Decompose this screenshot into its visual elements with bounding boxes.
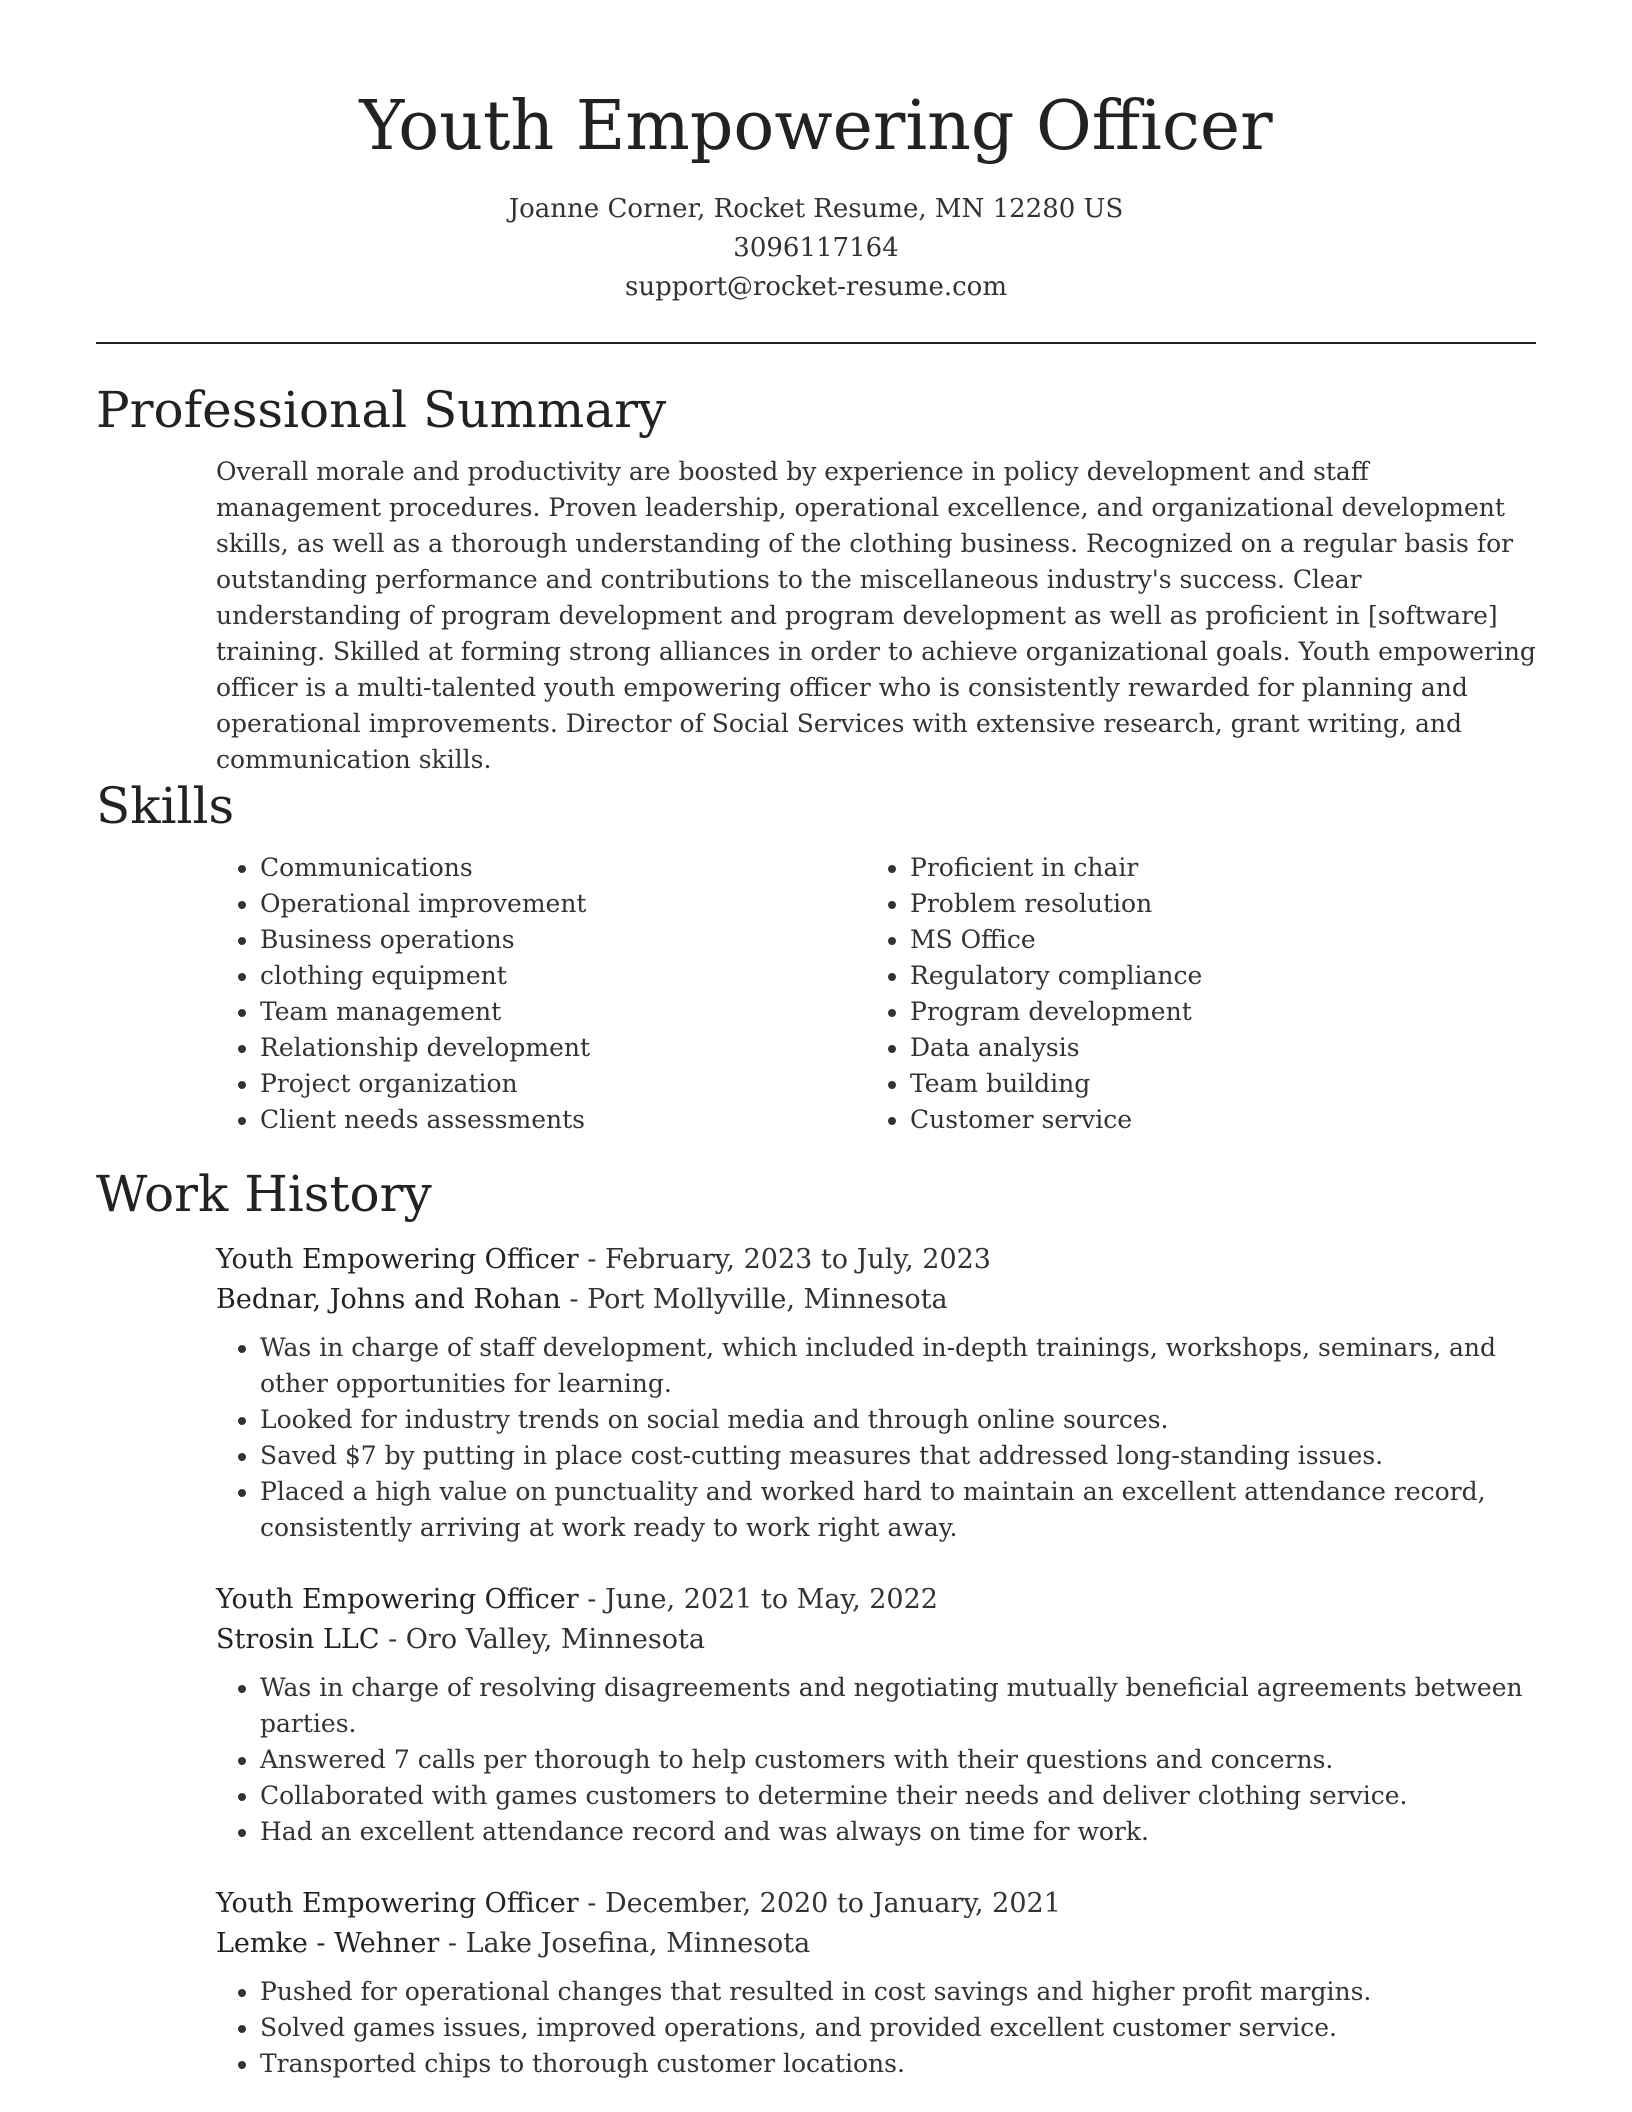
- job-company: Bednar, Johns and Rohan: [216, 1284, 561, 1315]
- skills-grid: [216, 850, 1536, 1138]
- job-dates: - June, 2021 to May, 2022: [578, 1584, 938, 1615]
- job-title: Youth Empowering Officer: [216, 1888, 579, 1919]
- job-duty-item: • Placed a high value on punctuality and worked hard to maintain an excellent attendance record, consistently arriving at work ready to work right away.: [260, 1474, 1536, 1546]
- skill-item: • Communications: [260, 850, 866, 886]
- job-title-line: [216, 1580, 1536, 1620]
- skills-list-left: [216, 850, 866, 1138]
- work-history-heading: Work History: [96, 1165, 432, 1223]
- job-dates: - December, 2020 to January, 2021: [578, 1888, 1061, 1919]
- job-title-line: [216, 1240, 1536, 1280]
- skill-item: • Relationship development: [260, 1030, 866, 1066]
- contact-block: [0, 190, 1632, 307]
- skill-item: • Regulatory compliance: [910, 958, 1516, 994]
- job-title: Youth Empowering Officer: [216, 1244, 579, 1275]
- job-duties: [216, 1974, 1536, 2082]
- skill-item: • Customer service: [910, 1102, 1516, 1138]
- job-duty-item: • Answered 7 calls per thorough to help customers with their questions and concerns.: [260, 1742, 1536, 1778]
- job-company-line: [216, 1280, 1536, 1320]
- job-location: - Oro Valley, Minnesota: [379, 1624, 705, 1655]
- skill-item: • Team building: [910, 1066, 1516, 1102]
- skill-item: • Program development: [910, 994, 1516, 1030]
- job-company-line: [216, 1620, 1536, 1660]
- skill-item: • Project organization: [260, 1066, 866, 1102]
- job-company-line: [216, 1924, 1536, 1964]
- job-entry: [216, 1240, 1536, 1546]
- job-duties: [216, 1670, 1536, 1850]
- skill-item: • MS Office: [910, 922, 1516, 958]
- job-entry: [216, 1580, 1536, 1850]
- contact-email: support@rocket-resume.com: [624, 272, 1007, 302]
- skill-item: • Problem resolution: [910, 886, 1516, 922]
- summary-section: [96, 380, 1536, 778]
- job-duty-item: • Looked for industry trends on social media and through online sources.: [260, 1402, 1536, 1438]
- work-history-section: [96, 1164, 1536, 2082]
- header-divider: [96, 342, 1536, 344]
- job-location: - Lake Josefina, Minnesota: [439, 1928, 811, 1959]
- contact-address: Joanne Corner, Rocket Resume, MN 12280 US: [508, 194, 1124, 224]
- job-company: Lemke - Wehner: [216, 1928, 440, 1959]
- skill-item: • Business operations: [260, 922, 866, 958]
- job-duties: [216, 1330, 1536, 1546]
- skills-list-right: [866, 850, 1516, 1138]
- job-duty-item: • Was in charge of resolving disagreements and negotiating mutually beneficial agreements between parties.: [260, 1670, 1536, 1742]
- job-duty-item: • Solved games issues, improved operations, and provided excellent customer service.: [260, 2010, 1536, 2046]
- job-title-line: [216, 1884, 1536, 1924]
- job-entry: [216, 1884, 1536, 2082]
- contact-phone: 3096117164: [733, 233, 899, 263]
- resume-header: [0, 0, 1632, 307]
- skill-item: • Data analysis: [910, 1030, 1516, 1066]
- resume-name: Youth Empowering Officer: [359, 87, 1273, 166]
- job-company: Strosin LLC: [216, 1624, 380, 1655]
- job-title: Youth Empowering Officer: [216, 1584, 579, 1615]
- skill-item: • Operational improvement: [260, 886, 866, 922]
- skill-item: • Client needs assessments: [260, 1102, 866, 1138]
- skill-item: • Proficient in chair: [910, 850, 1516, 886]
- skill-item: • clothing equipment: [260, 958, 866, 994]
- job-dates: - February, 2023 to July, 2023: [578, 1244, 991, 1275]
- skill-item: • Team management: [260, 994, 866, 1030]
- job-duty-item: • Had an excellent attendance record and was always on time for work.: [260, 1814, 1536, 1850]
- job-duty-item: • Pushed for operational changes that resulted in cost savings and higher profit margins.: [260, 1974, 1536, 2010]
- job-location: - Port Mollyville, Minnesota: [560, 1284, 948, 1315]
- summary-paragraph: Overall morale and productivity are boosted by experience in policy development and staff management procedures. Proven leadership, operational excellence, and organizational development skills, as well as a thorough understanding of the clothing business. Recognized on a regular basis for outstanding performance and contributions to the miscellaneous industry's success. Clear understanding of program development and program development as well as proficient in [software] training. Skilled at forming strong alliances in order to achieve organizational goals. Youth empowering officer is a multi-talented youth empowering officer who is consistently rewarded for planning and operational improvements. Director of Social Services with extensive research, grant writing, and communication skills.: [216, 457, 1536, 774]
- skills-heading: Skills: [96, 777, 235, 835]
- job-duty-item: • Transported chips to thorough customer locations.: [260, 2046, 1536, 2082]
- job-duty-item: • Saved $7 by putting in place cost-cutting measures that addressed long-standing issues.: [260, 1438, 1536, 1474]
- job-duty-item: • Was in charge of staff development, which included in-depth trainings, workshops, seminars, and other opportunities for learning.: [260, 1330, 1536, 1402]
- summary-heading: Professional Summary: [96, 381, 667, 439]
- skills-section: [96, 776, 1536, 1138]
- job-duty-item: • Collaborated with games customers to determine their needs and deliver clothing service.: [260, 1778, 1536, 1814]
